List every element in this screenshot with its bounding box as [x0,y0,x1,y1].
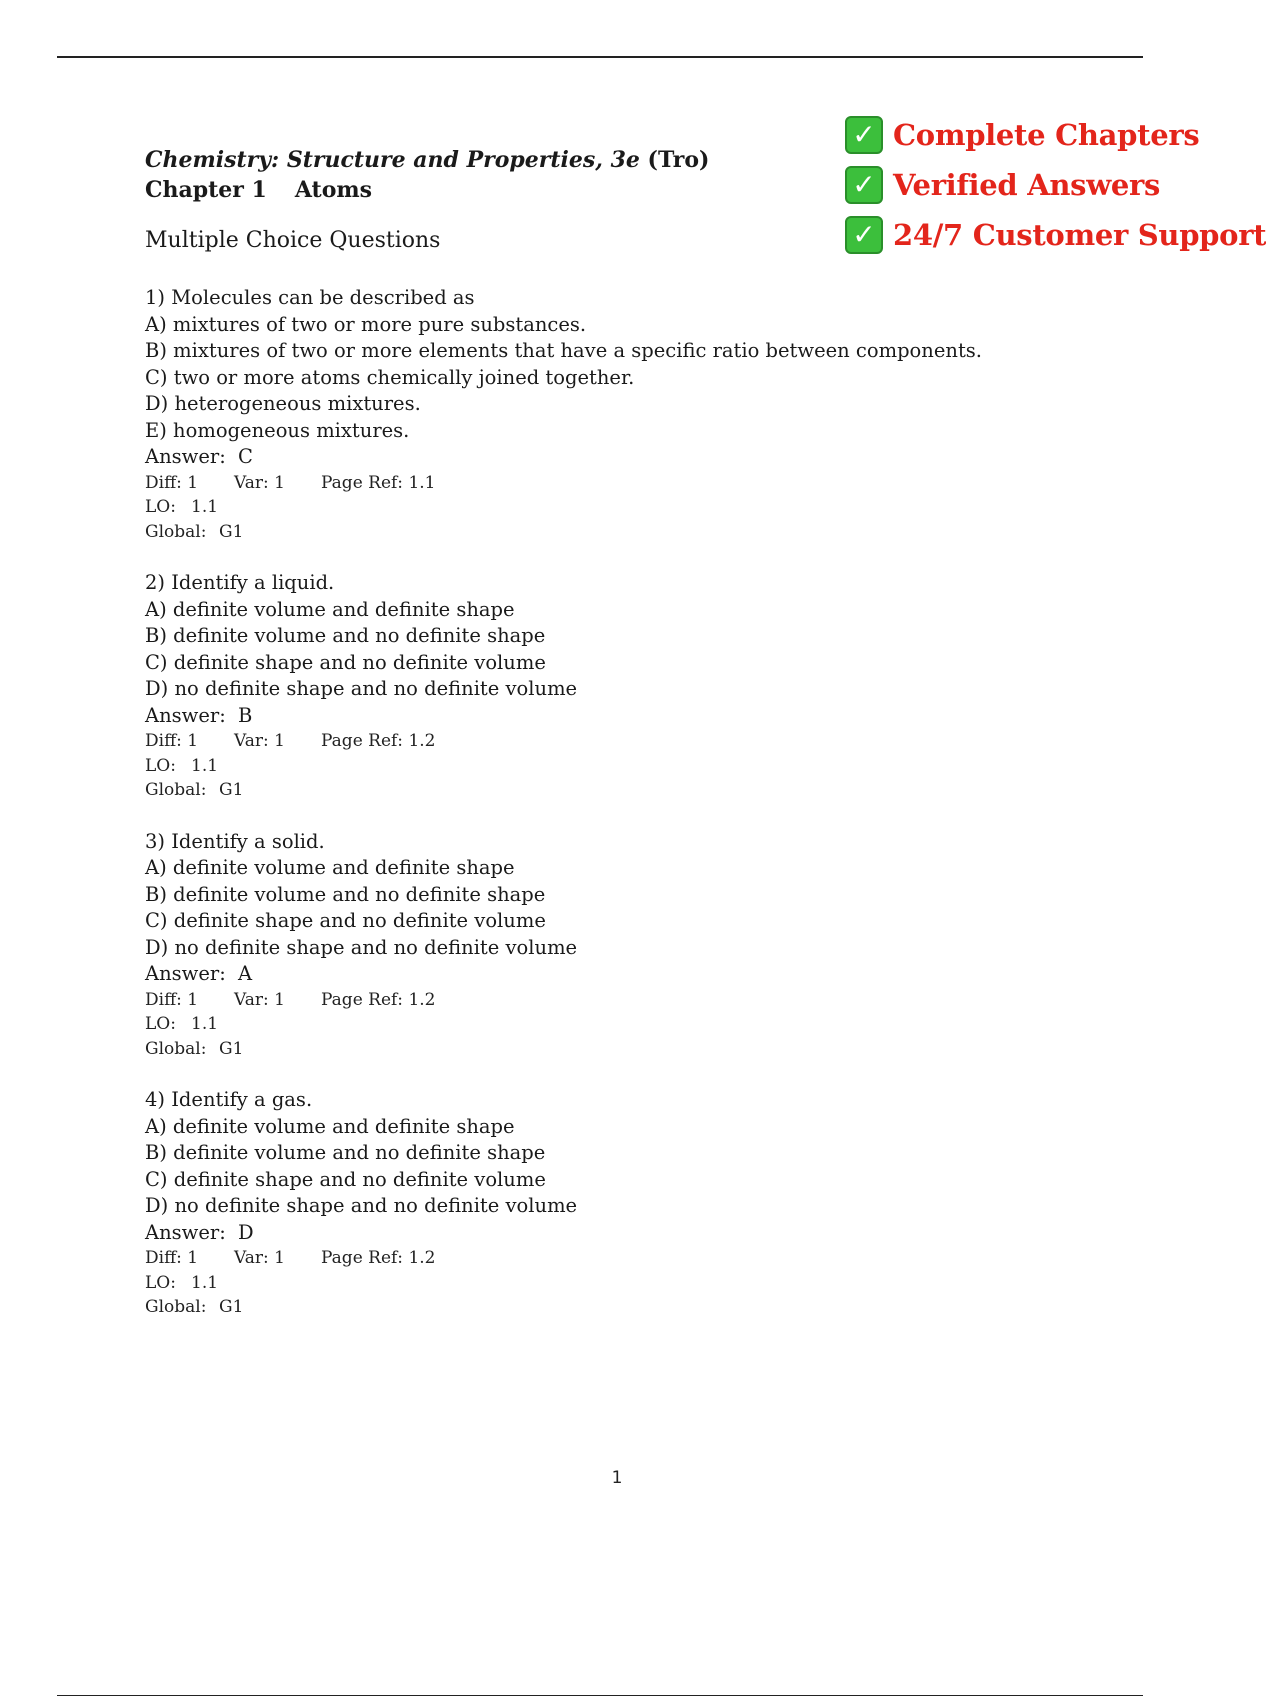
lo-value: 1.1 [191,497,219,517]
meta-diff-var-ref [145,471,1045,496]
question-list [145,285,1045,1346]
chapter-heading [145,175,709,205]
lo-value: 1.1 [191,755,219,776]
badge-customer-support [845,210,1266,260]
answer-value: A [238,962,253,985]
diff-label: Diff: [145,1248,182,1268]
question-stem: 2) Identify a liquid. [145,571,335,594]
diff-value: 1 [187,1248,199,1268]
page-ref-value: 1.2 [408,1248,436,1268]
question-stem: 3) Identify a solid. [145,829,325,853]
lo-label: LO: [145,1014,176,1034]
answer-option: A) definite volume and definite shape [145,597,515,621]
diff-value: 1 [187,731,199,751]
page-ref-label: Page Ref: [321,1248,404,1268]
var-value: 1 [274,989,285,1010]
lo-label: LO: [145,1272,176,1293]
page-ref-label: Page Ref: [321,731,404,751]
book-title [145,145,709,175]
page-ref-field [321,1246,436,1271]
diff-label: Diff: [145,731,182,751]
meta-lo [145,1271,1045,1296]
global-value: G1 [219,1297,244,1317]
answer-line [145,1220,1045,1247]
answer-option: C) two or more atoms chemically joined together. [145,365,635,389]
var-field [234,729,321,754]
meta-diff-var-ref [145,988,1045,1013]
page-number: 1 [611,1468,623,1488]
var-field [234,988,321,1013]
var-label: Var: [234,989,269,1010]
diff-field [145,471,234,496]
lo-label: LO: [145,497,176,517]
meta-lo [145,495,1045,520]
page-ref-label: Page Ref: [321,989,404,1010]
answer-label: Answer: [145,445,226,468]
badge-complete-chapters [845,110,1266,160]
badge-verified-answers [845,160,1266,210]
answer-value: C [238,445,253,468]
book-title-author: (Tro) [647,147,710,173]
check-mark-icon: ✓ [845,166,883,204]
meta-lo [145,1012,1045,1037]
check-mark-icon: ✓ [845,116,883,154]
answer-value: B [238,703,253,727]
answer-label: Answer: [145,962,226,985]
diff-value: 1 [187,989,199,1010]
global-label: Global: [145,1038,207,1059]
global-value: G1 [219,780,244,800]
diff-field [145,988,234,1013]
page-ref-label: Page Ref: [321,472,404,493]
answer-option: B) mixtures of two or more elements that have a specific ratio between components. [145,339,982,362]
answer-label: Answer: [145,703,226,727]
chapter-label: Chapter 1 [145,177,267,203]
question-block [145,285,1045,544]
page-ref-field [321,471,436,496]
section-title: Multiple Choice Questions [145,228,441,253]
lo-label: LO: [145,755,176,776]
diff-field [145,1246,234,1271]
answer-option: B) definite volume and no definite shape [145,882,546,906]
promo-badges [845,110,1266,260]
question-block [145,1087,1045,1320]
answer-line [145,703,1045,730]
bottom-rule [57,1695,1143,1696]
diff-label: Diff: [145,989,182,1010]
answer-label: Answer: [145,1220,226,1244]
meta-global [145,778,1045,803]
var-field [234,471,321,496]
global-value: G1 [219,1038,244,1059]
answer-option: E) homogeneous mixtures. [145,418,410,442]
question-block [145,829,1045,1062]
badge-text: 24/7 Customer Support [893,218,1266,252]
question-stem: 1) Molecules can be described as [145,286,475,309]
global-label: Global: [145,1297,207,1317]
answer-option: D) no definite shape and no definite volume [145,677,578,700]
answer-option: A) definite volume and definite shape [145,856,515,879]
answer-option: D) no definite shape and no definite volume [145,1194,578,1217]
var-field [234,1246,321,1271]
meta-lo [145,754,1045,779]
var-label: Var: [234,472,269,493]
page-ref-value: 1.1 [408,472,436,493]
page-ref-value: 1.2 [408,989,436,1010]
answer-option: B) definite volume and no definite shape [145,624,546,647]
badge-text: Complete Chapters [893,118,1200,152]
answer-option: D) heterogeneous mixtures. [145,392,421,415]
diff-field [145,729,234,754]
question-stem: 4) Identify a gas. [145,1088,313,1111]
page-ref-value: 1.2 [408,731,436,751]
question-block [145,570,1045,803]
document-header [145,145,709,205]
page-ref-field [321,988,436,1013]
meta-diff-var-ref [145,729,1045,754]
book-title-main: Chemistry: Structure and Properties, 3e [145,147,640,173]
global-label: Global: [145,780,207,800]
meta-global [145,520,1045,545]
answer-line [145,961,1045,988]
top-rule [57,56,1143,58]
badge-text: Verified Answers [893,168,1161,202]
var-label: Var: [234,731,269,751]
diff-label: Diff: [145,472,182,493]
lo-value: 1.1 [191,1014,219,1034]
meta-global [145,1037,1045,1062]
global-label: Global: [145,521,207,542]
answer-option: C) definite shape and no definite volume [145,1167,546,1191]
lo-value: 1.1 [191,1272,219,1293]
chapter-name: Atoms [294,177,373,203]
answer-option: A) definite volume and definite shape [145,1114,515,1138]
answer-option: A) mixtures of two or more pure substances. [145,312,587,336]
answer-option: D) no definite shape and no definite volume [145,935,578,959]
answer-value: D [238,1220,254,1244]
var-value: 1 [274,1248,285,1268]
var-label: Var: [234,1248,269,1268]
var-value: 1 [274,472,285,493]
meta-global [145,1295,1045,1320]
var-value: 1 [274,731,285,751]
answer-option: C) definite shape and no definite volume [145,909,546,932]
answer-option: B) definite volume and no definite shape [145,1141,546,1164]
page-ref-field [321,729,436,754]
meta-diff-var-ref [145,1246,1045,1271]
diff-value: 1 [187,472,199,493]
answer-option: C) definite shape and no definite volume [145,650,546,674]
global-value: G1 [219,521,244,542]
answer-line [145,444,1045,471]
check-mark-icon: ✓ [845,216,883,254]
